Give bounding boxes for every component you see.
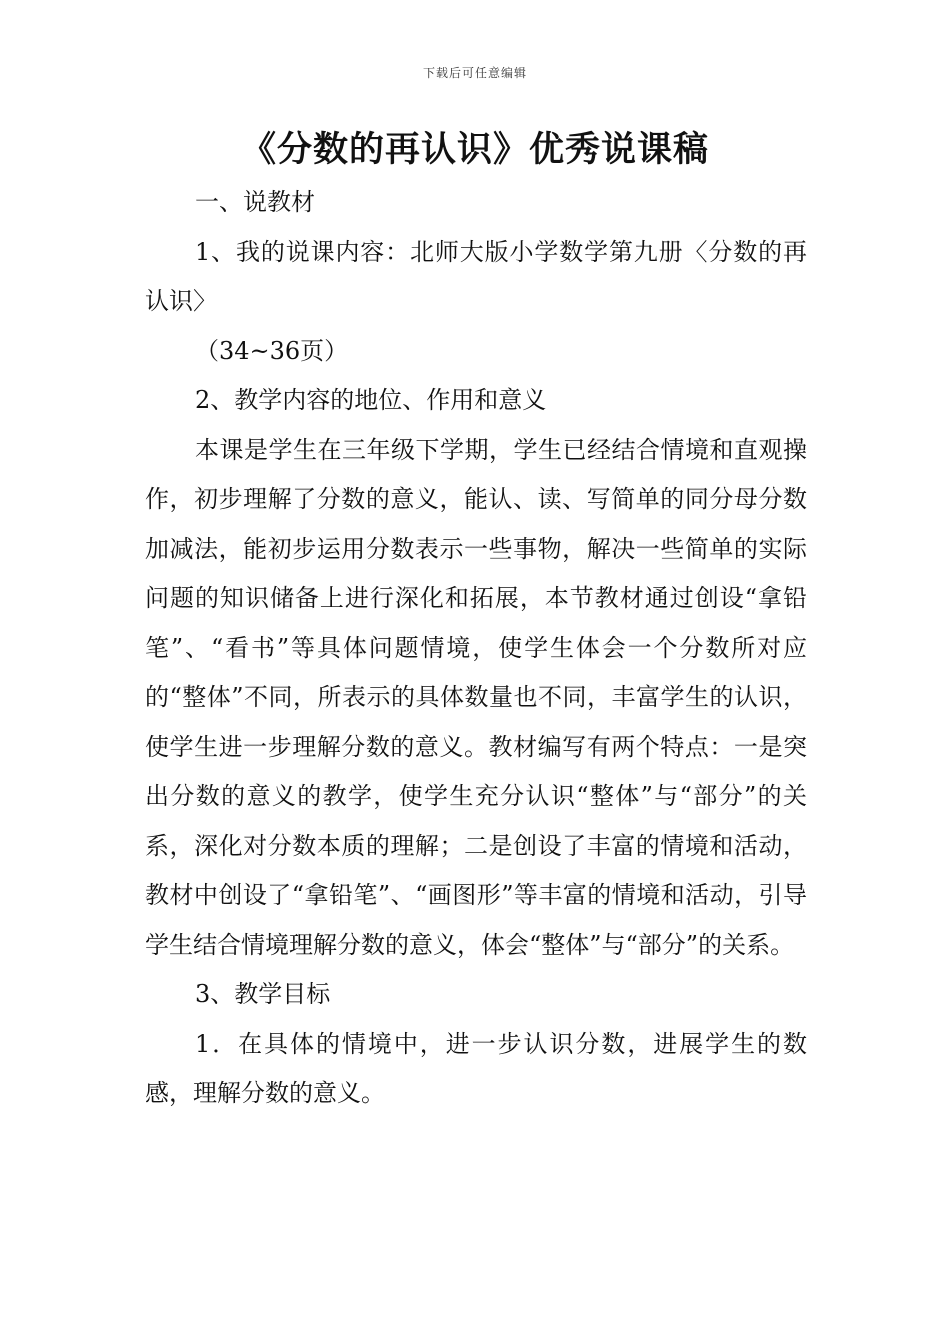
header-note: 下载后可任意编辑 <box>422 66 527 80</box>
page-range: （34~36页） <box>195 336 349 365</box>
section-heading-teaching-material: 一、说教材 <box>195 188 315 216</box>
subheading-teaching-goals: 3、教学目标 <box>195 980 331 1008</box>
subheading-content-status: 2、教学内容的地位、作用和意义 <box>195 386 547 414</box>
content-description-paragraph: 本课是学生在三年级下学期，学生已经结合情境和直观操作，初步理解了分数的意义，能认、读、写简单的同分母分数加减法，能初步运用分数表示一些事物，解决一些简单的实际问题的知识储备上进行深化和拓展，本节教材通过创设“拿铅笔”、“看书”等具体问题情境，使学生体会一个分数所对应的“整体”不同，所表示的具体数量也不同，丰富学生的认识，使学生进一步理解分数的意义。教材编写有两个特点：一是突出分数的意义的教学，使学生充分认识“整体”与“部分”的关系，深化对分数本质的理解；二是创设了丰富的情境和活动，教材中创设了“拿铅笔”、“画图形”等丰富的情境和活动，引导学生结合情境理解分数的意义，体会“整体”与“部分”的关系。 <box>145 435 807 959</box>
goal-item-1: 1．在具体的情境中，进一步认识分数，进展学生的数感，理解分数的意义。 <box>145 1029 807 1107</box>
document-title: 《分数的再认识》优秀说课稿 <box>240 130 709 170</box>
lesson-content-paragraph: 1、我的说课内容：北师大版小学数学第九册〈分数的再认识〉 <box>145 237 807 315</box>
document-body <box>145 178 807 1119</box>
